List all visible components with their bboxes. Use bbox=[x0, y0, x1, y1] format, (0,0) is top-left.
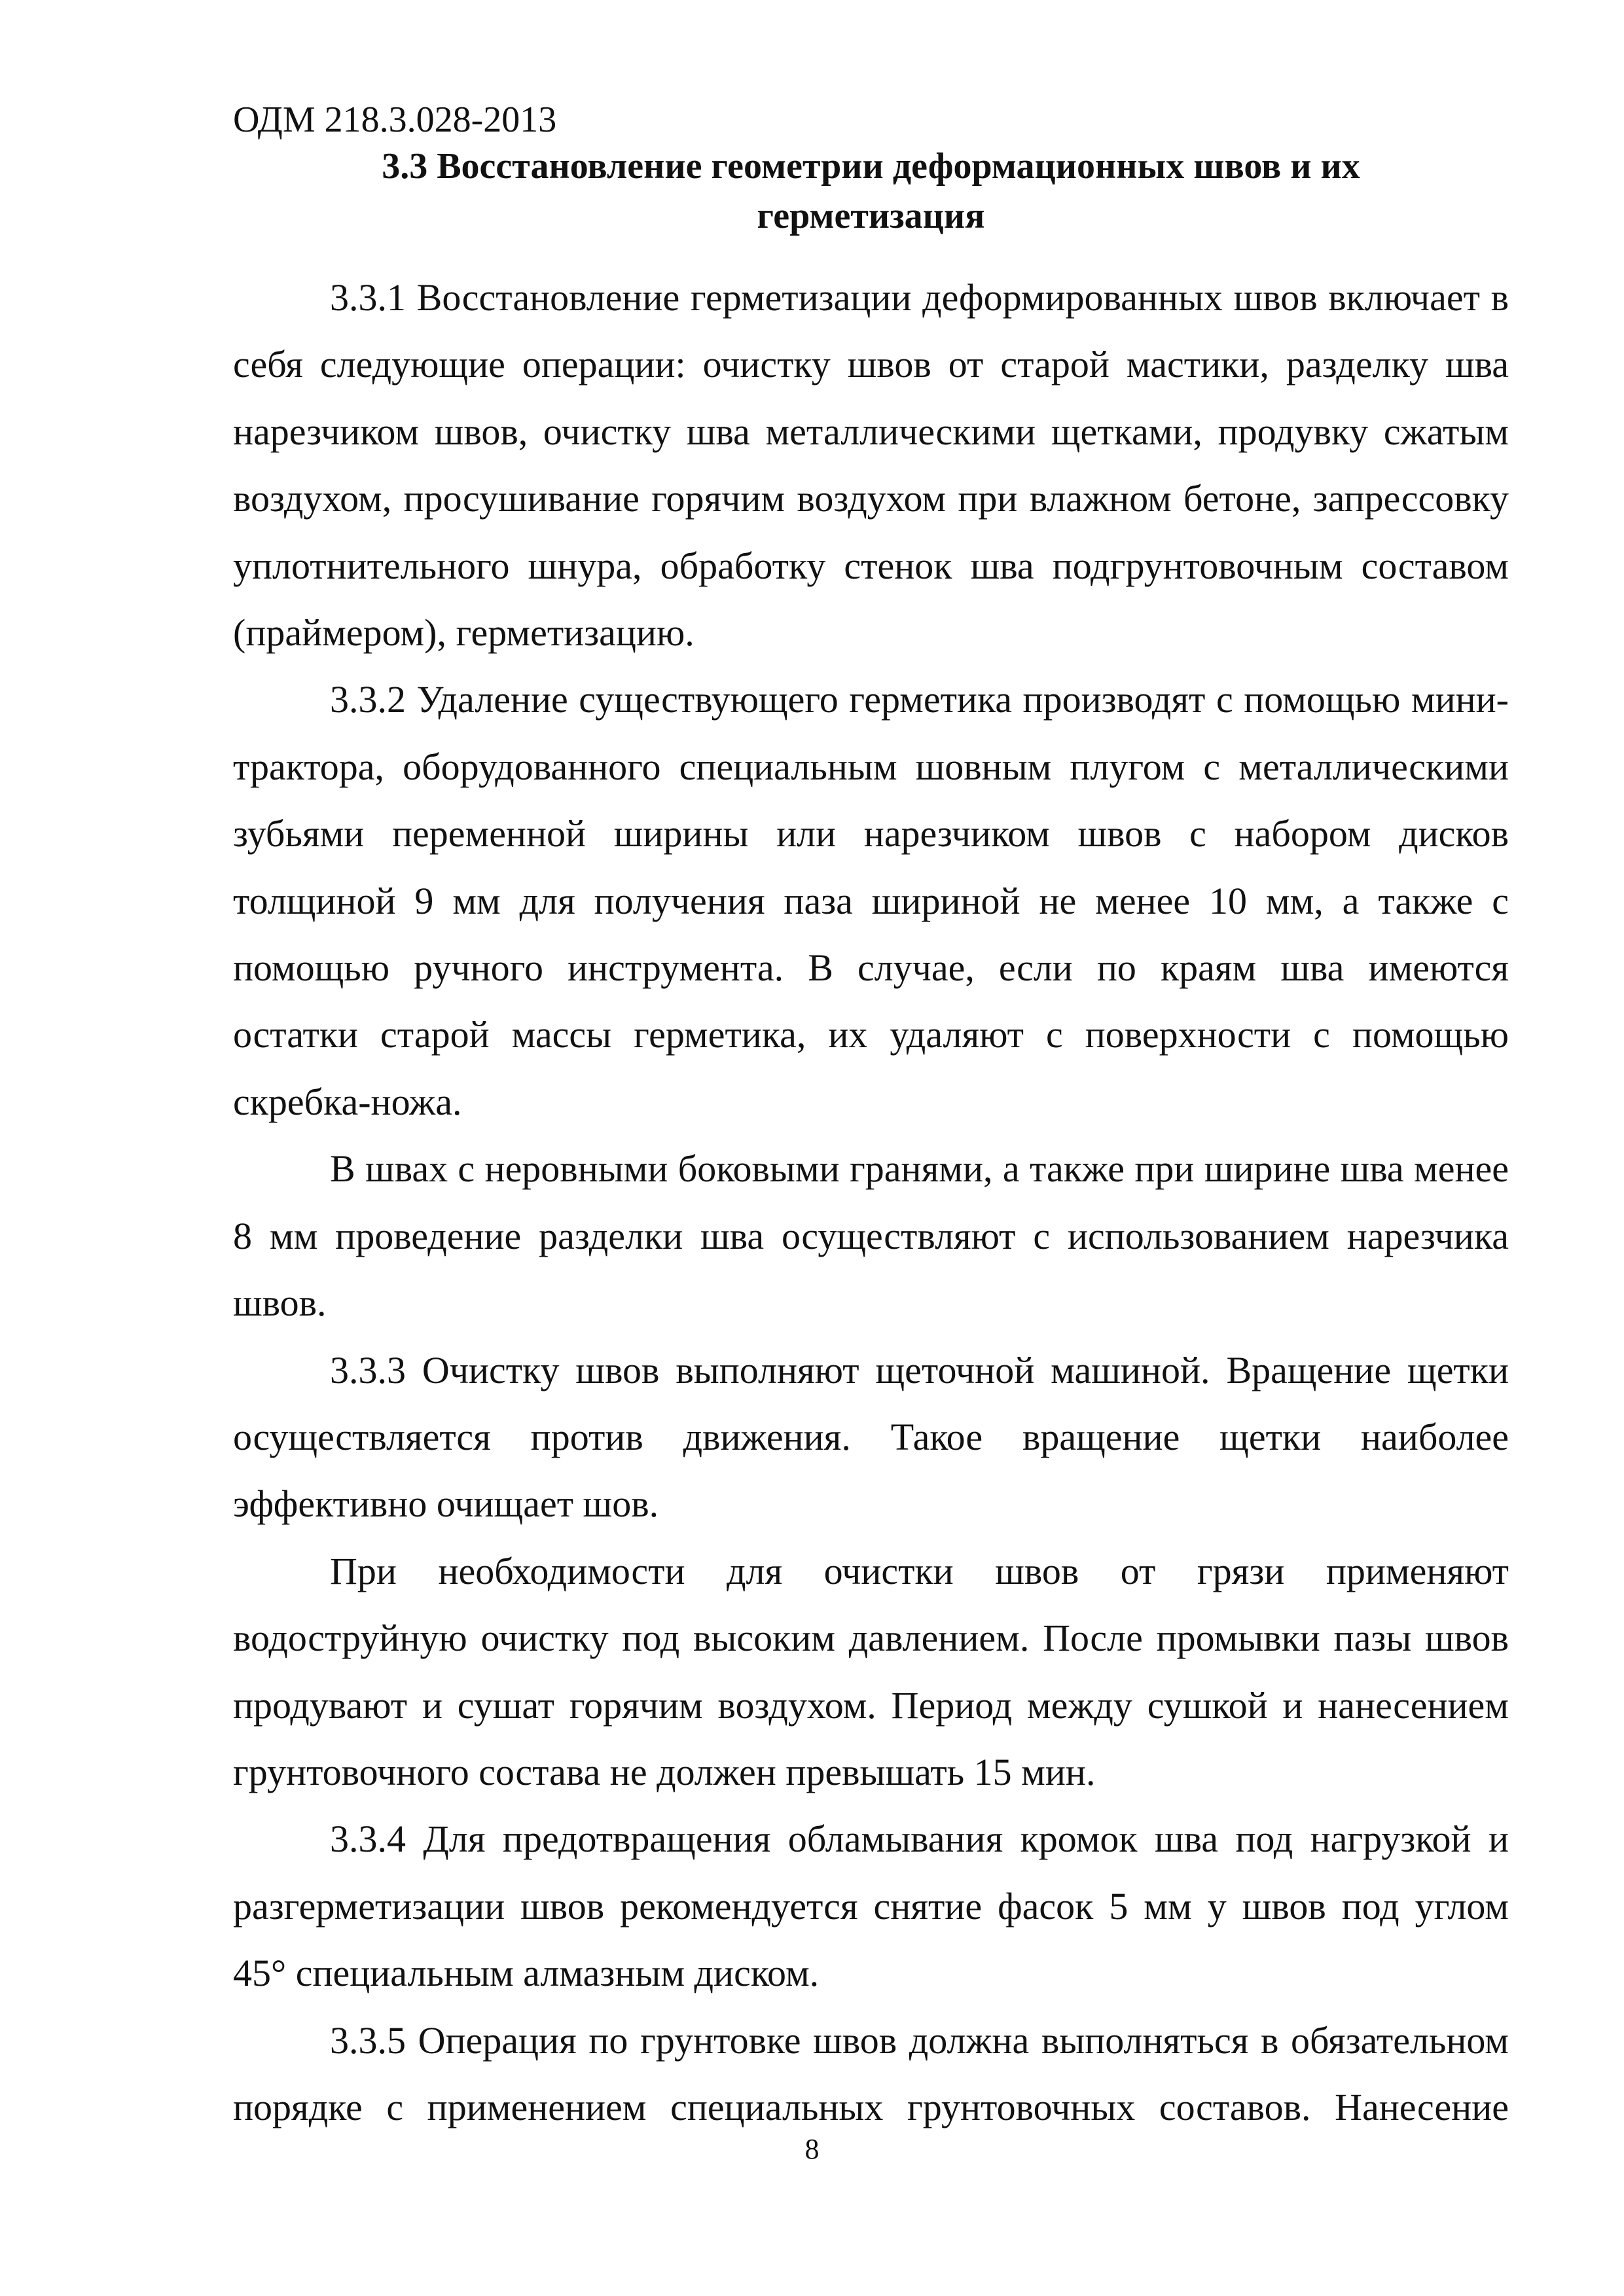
paragraph-3-3-3: 3.3.3 Очистку швов выполняют щеточной машиной. Вращение щетки осуществляется против движения. Такое вращение щетки наиболее эффективно очищает шов. bbox=[233, 1348, 1509, 1526]
section-title-line-1: 3.3 Восстановление геометрии деформационных швов и их bbox=[382, 146, 1360, 187]
paragraph-water-jet-cleaning: При необходимости для очистки швов от грязи применяют водоструйную очистку под высоким давлением. После промывки пазы швов продувают и сушат горячим воздухом. Период между сушкой и нанесением грунтовочного состава не должен превышать 15 мин. bbox=[233, 1549, 1509, 1793]
body-text bbox=[233, 264, 1509, 2141]
paragraph-3-3-2: 3.3.2 Удаление существующего герметика производят с помощью мини-трактора, оборудованного специальным шовным плугом с металлическими зубьями переменной ширины или нарезчиком швов с набором дисков толщиной 9 мм для получения паза шириной не менее 10 мм, а также с помощью ручного инструмента. В случае, если по краям шва имеются остатки старой массы герметика, их удаляют с поверхности с помощью скребка-ножа. bbox=[233, 678, 1509, 1123]
page-number: 8 bbox=[804, 2133, 820, 2165]
paragraph-3-3-5: 3.3.5 Операция по грунтовке швов должна выполняться в обязательном порядке с применением специальных грунтовочных составов. Нанесение bbox=[233, 2018, 1509, 2128]
section-title bbox=[233, 141, 1509, 241]
section-title-line-2: герметизация bbox=[757, 196, 985, 236]
paragraph-uneven-seams: В швах с неровными боковыми гранями, а также при ширине шва менее 8 мм проведение разделки шва осуществляют с использованием нарезчика швов. bbox=[233, 1147, 1509, 1325]
paragraph-3-3-4: 3.3.4 Для предотвращения обламывания кромок шва под нагрузкой и разгерметизации швов рекомендуется снятие фасок 5 мм у швов под углом 45° специальным алмазным диском. bbox=[233, 1818, 1509, 1995]
document-code-header: ОДМ 218.3.028-2013 bbox=[233, 99, 557, 140]
paragraph-3-3-1: 3.3.1 Восстановление герметизации деформированных швов включает в себя следующие операции: очистку швов от старой мастики, разделку шва нарезчиком швов, очистку шва металлическими щетками, продувку сжатым воздухом, просушивание горячим воздухом при влажном бетоне, запрессовку уплотнительного шнура, обработку стенок шва подгрунтовочным составом (праймером), герметизацию. bbox=[233, 276, 1509, 655]
